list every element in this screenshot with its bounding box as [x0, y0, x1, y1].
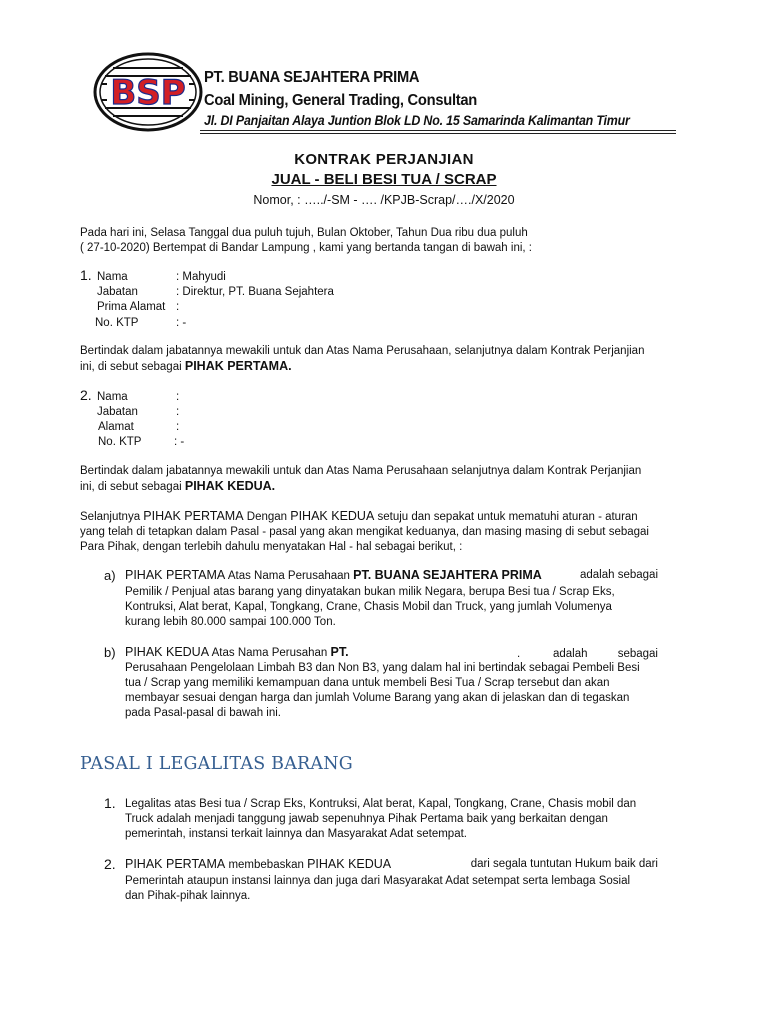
- company-name: PT. BUANA SEJAHTERA PRIMA: [204, 69, 420, 86]
- party1-statement-line-1: Bertindak dalam jabatannya mewakili untuk dan Atas Nama Perusahaan, selanjutnya dalam Kontrak Perjanjian: [80, 345, 645, 357]
- item-b-line-5: pada Pasal-pasal di bawah ini.: [125, 707, 281, 719]
- item-a-line-4: kurang lebih 80.000 sampai 100.000 Ton.: [125, 616, 336, 628]
- header-rule: [200, 130, 676, 131]
- header-rule-thin: [200, 133, 676, 134]
- party2-statement-line-2: ini, di sebut sebagai PIHAK KEDUA.: [80, 479, 276, 493]
- party2-ktp-label: No. KTP: [98, 436, 142, 448]
- party2-nama-value: :: [176, 391, 180, 403]
- pasal-1-item-2-line-3: dan Pihak-pihak lainnya.: [125, 890, 251, 902]
- party2-alamat-label: Alamat: [98, 421, 134, 433]
- document-number: Nomor, : …../-SM - …. /KPJB-Scrap/…./X/2020: [253, 193, 515, 207]
- item-b-line-2: Perusahaan Pengelolaan Limbah B3 dan Non B3, yang dalam hal ini bertindak sebagai Pembeli Besi: [125, 662, 640, 674]
- party2-ktp-value: : -: [174, 436, 185, 448]
- pasal-1-item-2-number: 2.: [104, 856, 116, 872]
- pihak-pertama-label: PIHAK PERTAMA.: [184, 359, 292, 373]
- pihak-kedua-label: PIHAK KEDUA.: [184, 479, 276, 493]
- party2-alamat-value: :: [176, 421, 180, 433]
- company-address: Jl. DI Panjaitan Alaya Juntion Blok LD No. 15 Samarinda Kalimantan Timur: [204, 113, 630, 128]
- pasal-1-item-1-line-2: Truck adalah menjadi tanggung jawab sepenuhnya Pihak Pertama baik yang berkaitan dengan: [125, 813, 608, 825]
- party1-nama-value: : Mahyudi: [176, 271, 226, 283]
- party2-number: 2.: [80, 387, 92, 403]
- pasal-1-item-1-number: 1.: [104, 795, 116, 811]
- pasal-1-item-2-line-1: PIHAK PERTAMA membebaskan PIHAK KEDUA dari segala tuntutan Hukum baik dari: [125, 857, 658, 871]
- document-title: KONTRAK PERJANJIAN: [294, 151, 474, 168]
- item-a-body: [125, 568, 658, 630]
- pasal-1-item-1-line-3: pemerintah, instansi terkait lainnya dan Masyarakat Adat setempat.: [125, 828, 467, 840]
- party1-number: 1.: [80, 267, 92, 283]
- item-a-line-2: Pemilik / Penjual atas barang yang dinyatakan bukan milik Negara, berupa Besi tua / Scrap Eks,: [125, 586, 615, 598]
- item-b-line-3: tua / Scrap yang memiliki kemampuan dana untuk membeli Besi Tua / Scrap tersebut dan akan: [125, 677, 610, 689]
- item-a-line-1: PIHAK PERTAMA Atas Nama Perusahaan PT. BUANA SEJAHTERA PRIMA adalah sebagai: [125, 568, 658, 582]
- party2-nama-label: Nama: [97, 391, 128, 403]
- pasal-1-item-1-line-1: Legalitas atas Besi tua / Scrap Eks, Kontruksi, Alat berat, Kapal, Tongkang, Crane, Chasis mobil dan: [125, 798, 637, 810]
- party1-statement-line-2: ini, di sebut sebagai PIHAK PERTAMA.: [80, 359, 292, 373]
- agreement-line-2: yang telah di tetapkan dalam Pasal - pasal yang akan mengikat keduanya, dan masing masing di sebut sebagai: [80, 526, 649, 538]
- pasal-1-item-1: [125, 797, 658, 842]
- party1-alamat-label: Prima Alamat: [97, 301, 166, 313]
- item-b-line-1: PIHAK KEDUA Atas Nama Perusahan PT. . adalah sebagai: [125, 645, 658, 660]
- item-a-line-3: Kontruksi, Alat berat, Kapal, Tongkang, Crane, Chasis Mobil dan Truck, yang jumlah Volumenya: [125, 601, 612, 613]
- document-subtitle: JUAL - BELI BESI TUA / SCRAP: [271, 171, 497, 188]
- party2-jabatan-label: Jabatan: [97, 406, 138, 418]
- company-logo: [93, 52, 203, 132]
- item-b-letter: b): [104, 645, 116, 660]
- logo-text: BSP: [110, 73, 186, 113]
- party1-jabatan-value: : Direktur, PT. Buana Sejahtera: [176, 286, 334, 298]
- pasal-1-item-2-line-2: Pemerintah ataupun instansi lainnya dan juga dari Masyarakat Adat setempat serta lembaga Sosial: [125, 875, 631, 887]
- item-b-body: [125, 645, 658, 721]
- item-a-letter: a): [104, 568, 116, 583]
- pasal-1-item-2: [125, 857, 658, 904]
- opening-line-1: Pada hari ini, Selasa Tanggal dua puluh tujuh, Bulan Oktober, Tahun Dua ribu dua puluh: [80, 227, 528, 239]
- party1-ktp-label: No. KTP: [95, 317, 139, 329]
- agreement-line-3: Para Pihak, dengan terlebih dahulu menyatakan Hal - hal sebagai berikut, :: [80, 541, 463, 553]
- party1-ktp-value: : -: [176, 317, 187, 329]
- pasal-1-heading: PASAL I LEGALITAS BARANG: [80, 754, 353, 774]
- opening-line-2: ( 27-10-2020) Bertempat di Bandar Lampung , kami yang bertanda tangan di bawah ini, :: [80, 242, 532, 254]
- party2-statement-line-1: Bertindak dalam jabatannya mewakili untuk dan Atas Nama Perusahaan selanjutnya dalam Kontrak Perjanjian: [80, 465, 642, 477]
- party1-alamat-value: :: [176, 301, 180, 313]
- company-business: Coal Mining, General Trading, Consultan: [204, 92, 478, 109]
- item-b-line-4: membayar sesuai dengan harga dan jumlah Volume Barang yang akan di jelaskan dan di tegaskan: [125, 692, 630, 704]
- party2-jabatan-value: :: [176, 406, 180, 418]
- agreement-line-1: Selanjutnya PIHAK PERTAMA Dengan PIHAK KEDUA setuju dan sepakat untuk mematuhi aturan - aturan: [80, 509, 638, 523]
- party1-nama-label: Nama: [97, 271, 128, 283]
- party1-jabatan-label: Jabatan: [97, 286, 138, 298]
